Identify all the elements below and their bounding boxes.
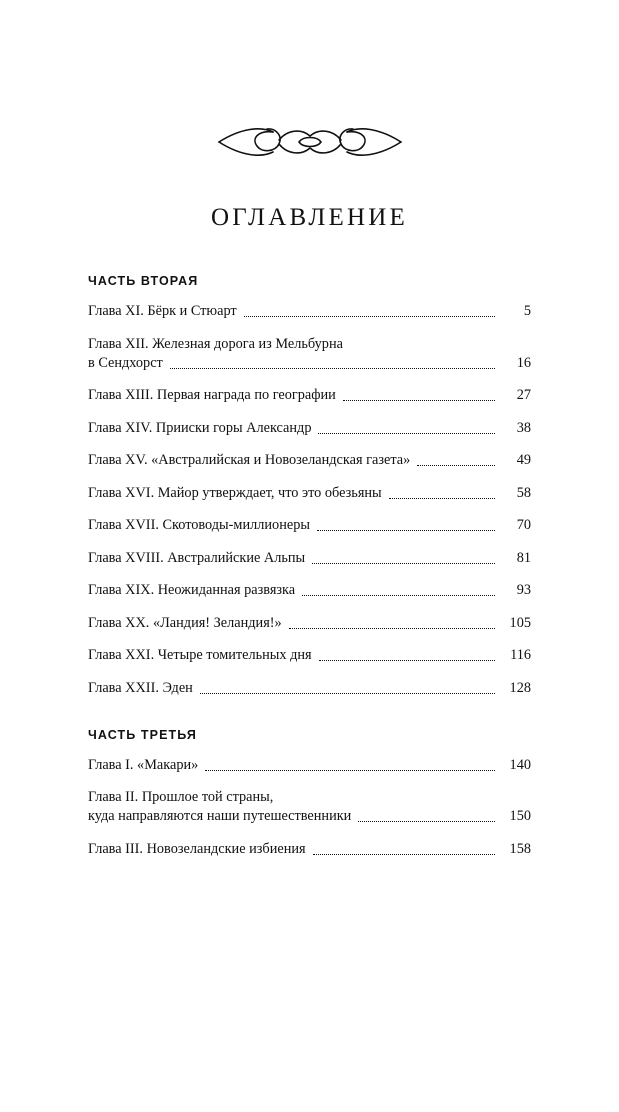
toc-entry-label: Глава XII. Железная дорога из Мельбурна (88, 335, 343, 352)
toc-entry-page: 49 (516, 452, 531, 468)
toc-entry-label-line2: в Сендхорст (88, 354, 163, 371)
part-heading-two: ЧАСТЬ ВТОРАЯ (88, 274, 199, 288)
table-of-contents (88, 274, 531, 859)
toc-entry-page: 158 (509, 840, 531, 857)
toc-entry[interactable] (88, 549, 531, 568)
toc-entry[interactable] (88, 335, 531, 373)
toc-entry-label: Глава XVI. Майор утверждает, что это обезьяны (88, 484, 382, 501)
dot-leader (389, 497, 495, 499)
toc-entry[interactable] (88, 840, 531, 859)
toc-entry-label: Глава XIII. Первая награда по географии (88, 387, 336, 403)
part-heading-three: ЧАСТЬ ТРЕТЬЯ (88, 727, 197, 742)
dot-leader (358, 820, 495, 822)
dot-leader (317, 529, 495, 531)
toc-entry-page: 81 (516, 549, 531, 566)
toc-entry-label: Глава XVIII. Австралийские Альпы (88, 549, 306, 566)
toc-entry-page: 140 (509, 756, 531, 773)
toc-entry-page: 27 (516, 387, 531, 403)
toc-entry-page: 128 (509, 679, 531, 696)
dot-leader (417, 464, 495, 466)
page-title: ОГЛАВЛЕНИЕ (211, 204, 408, 231)
toc-entry-label: Глава III. Новозеландские избиения (88, 840, 306, 857)
toc-entry-label-line2: куда направляются наши путешественники (88, 808, 352, 824)
dot-leader (205, 769, 495, 771)
flourish-ornament (88, 112, 531, 172)
dot-leader (170, 367, 495, 369)
toc-entry-page: 150 (509, 808, 531, 824)
toc-entry-label: Глава XXII. Эден (88, 679, 193, 696)
toc-entry-page: 58 (516, 484, 531, 501)
toc-entry-page: 70 (516, 517, 531, 533)
dot-leader (302, 594, 495, 596)
toc-entry-label: Глава XVII. Скотоводы-миллионеры (88, 517, 310, 533)
toc-entry-page: 116 (510, 647, 531, 663)
dot-leader (343, 399, 495, 401)
toc-entry[interactable] (88, 679, 531, 698)
toc-entry[interactable] (88, 451, 531, 470)
dot-leader (244, 315, 495, 317)
toc-entry[interactable] (88, 646, 531, 665)
dot-leader (289, 627, 495, 629)
toc-entry-label: Глава XX. «Ландия! Зеландия!» (88, 614, 282, 631)
toc-entry-page: 93 (516, 582, 531, 598)
toc-page (0, 112, 619, 1112)
dot-leader (318, 432, 495, 434)
toc-entry-label: Глава I. «Макари» (88, 756, 199, 773)
dot-leader (319, 659, 495, 661)
toc-entry-label: Глава XXI. Четыре томительных дня (88, 647, 312, 663)
toc-entry-page: 38 (516, 419, 531, 436)
toc-entry-page: 5 (523, 303, 531, 319)
toc-entry[interactable] (88, 419, 531, 438)
toc-entry[interactable] (88, 386, 531, 405)
toc-entry-label: Глава II. Прошлое той страны, (88, 789, 274, 805)
toc-entry[interactable] (88, 756, 531, 775)
dot-leader (200, 692, 495, 694)
dot-leader (313, 853, 495, 855)
toc-entry[interactable] (88, 302, 531, 321)
toc-entry-label: Глава XIV. Прииски горы Александр (88, 419, 312, 436)
toc-entry[interactable] (88, 614, 531, 633)
toc-entry-page: 16 (516, 354, 531, 371)
toc-entry[interactable] (88, 516, 531, 535)
toc-entry[interactable] (88, 581, 531, 600)
dot-leader (312, 562, 495, 564)
toc-entry[interactable] (88, 788, 531, 826)
toc-entry-page: 105 (509, 614, 531, 631)
toc-entry-label: Глава XIX. Неожиданная развязка (88, 582, 296, 598)
toc-entry-label: Глава XV. «Австралийская и Новозеландская газета» (88, 452, 411, 468)
toc-entry-label: Глава XI. Бёрк и Стюарт (88, 303, 237, 319)
toc-entry[interactable] (88, 484, 531, 503)
